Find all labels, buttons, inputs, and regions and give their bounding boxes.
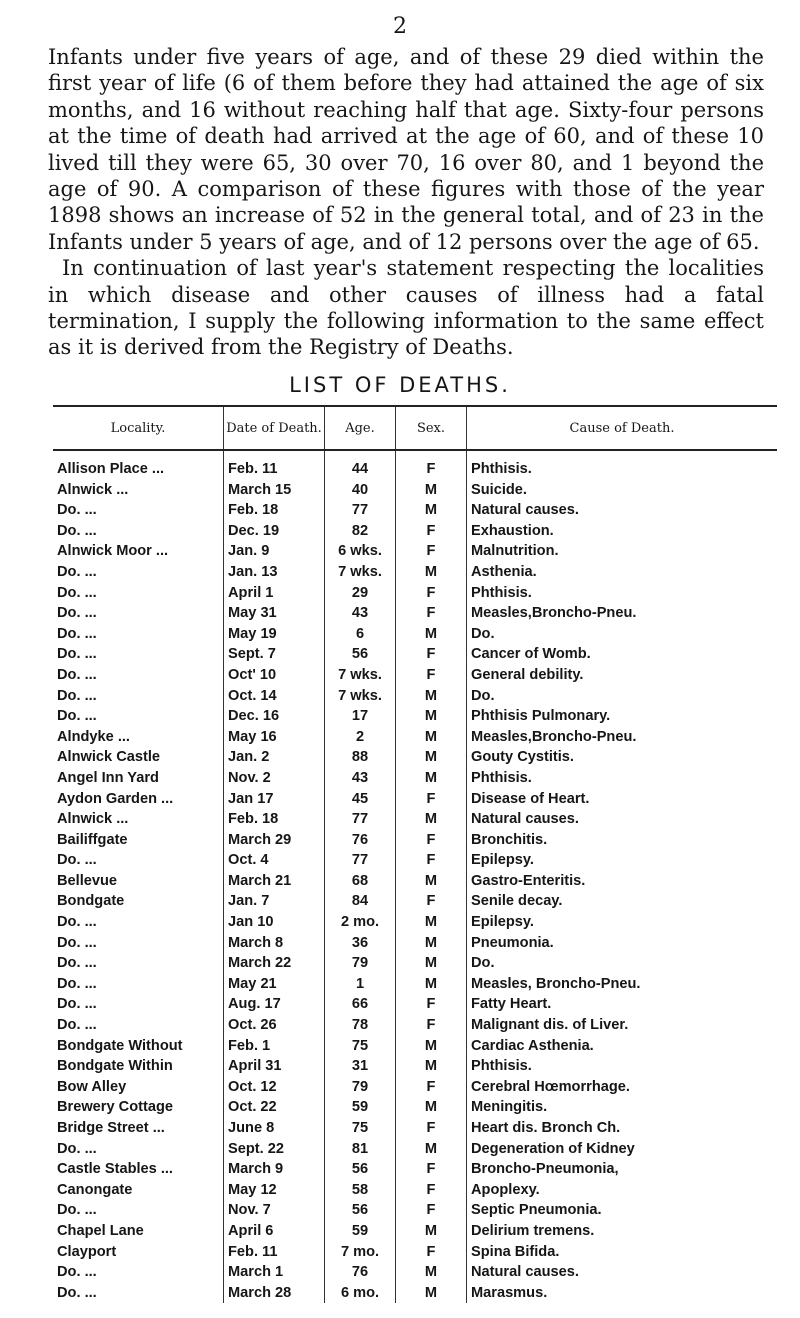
cell-date: March 21	[224, 871, 325, 892]
cell-sex: M	[396, 933, 467, 954]
table-row	[53, 789, 777, 810]
cell-date: Aug. 17	[224, 994, 325, 1015]
cell-cause: Measles,Broncho-Pneu.	[467, 727, 778, 748]
cell-age: 81	[325, 1139, 396, 1160]
header-locality: Locality.	[53, 406, 224, 450]
cell-date: May 31	[224, 603, 325, 624]
table-row	[53, 1200, 777, 1221]
cell-cause: Bronchitis.	[467, 830, 778, 851]
cell-date: March 1	[224, 1262, 325, 1283]
table-row	[53, 1221, 777, 1242]
table-row	[53, 603, 777, 624]
cell-cause: Degeneration of Kidney	[467, 1139, 778, 1160]
cell-locality: Do. ...	[57, 1284, 97, 1301]
cell-locality: Aydon Garden ...	[57, 790, 174, 807]
cell-sex: F	[396, 1200, 467, 1221]
cell-date: Feb. 1	[224, 1036, 325, 1057]
cell-age: 6 mo.	[325, 1283, 396, 1304]
cell-cause: Natural causes.	[467, 809, 778, 830]
cell-age: 68	[325, 871, 396, 892]
table-row	[53, 933, 777, 954]
table-row	[53, 850, 777, 871]
cell-cause: Meningitis.	[467, 1097, 778, 1118]
cell-cause: Gastro-Enteritis.	[467, 871, 778, 892]
cell-age: 2 mo.	[325, 912, 396, 933]
cell-age: 17	[325, 706, 396, 727]
cell-cause: General debility.	[467, 665, 778, 686]
cell-date: March 29	[224, 830, 325, 851]
table-row	[53, 500, 777, 521]
table-row	[53, 891, 777, 912]
cell-date: Dec. 16	[224, 706, 325, 727]
table-row	[53, 521, 777, 542]
cell-locality: Do. ...	[57, 1202, 97, 1219]
table-body	[53, 450, 777, 1303]
header-date: Date of Death.	[224, 406, 325, 450]
cell-sex: F	[396, 1180, 467, 1201]
cell-cause: Cancer of Womb.	[467, 644, 778, 665]
cell-sex: F	[396, 603, 467, 624]
cell-locality: Bailiffgate	[57, 831, 128, 848]
table-row	[53, 953, 777, 974]
cell-sex: M	[396, 871, 467, 892]
cell-locality: Do. ...	[57, 1017, 97, 1034]
table-row	[53, 1262, 777, 1283]
cell-age: 43	[325, 768, 396, 789]
cell-sex: F	[396, 830, 467, 851]
cell-date: Jan 10	[224, 912, 325, 933]
cell-locality: Do. ...	[57, 996, 97, 1013]
header-cause: Cause of Death.	[467, 406, 778, 450]
cell-age: 77	[325, 809, 396, 830]
cell-cause: Phthisis.	[467, 583, 778, 604]
cell-age: 7 wks.	[325, 686, 396, 707]
cell-cause: Malnutrition.	[467, 541, 778, 562]
cell-date: May 12	[224, 1180, 325, 1201]
cell-locality: Do. ...	[57, 955, 97, 972]
cell-sex: F	[396, 850, 467, 871]
cell-date: Jan. 2	[224, 747, 325, 768]
cell-cause: Phthisis Pulmonary.	[467, 706, 778, 727]
cell-cause: Do.	[467, 624, 778, 645]
cell-age: 56	[325, 1200, 396, 1221]
cell-sex: F	[396, 583, 467, 604]
table-row	[53, 665, 777, 686]
cell-cause: Malignant dis. of Liver.	[467, 1015, 778, 1036]
cell-age: 6	[325, 624, 396, 645]
cell-age: 84	[325, 891, 396, 912]
cell-date: March 15	[224, 480, 325, 501]
cell-locality: Do. ...	[57, 975, 97, 992]
cell-locality: Do. ...	[57, 522, 97, 539]
cell-sex: F	[396, 1118, 467, 1139]
cell-age: 6 wks.	[325, 541, 396, 562]
cell-locality: Do. ...	[57, 584, 97, 601]
cell-sex: F	[396, 644, 467, 665]
cell-date: Nov. 2	[224, 768, 325, 789]
cell-sex: F	[396, 541, 467, 562]
cell-age: 31	[325, 1056, 396, 1077]
cell-age: 75	[325, 1118, 396, 1139]
cell-cause: Exhaustion.	[467, 521, 778, 542]
cell-cause: Marasmus.	[467, 1283, 778, 1304]
cell-cause: Fatty Heart.	[467, 994, 778, 1015]
cell-locality: Alnwick Moor ...	[57, 543, 169, 560]
cell-cause: Phthisis.	[467, 768, 778, 789]
cell-date: Feb. 11	[224, 1242, 325, 1263]
cell-cause: Measles, Broncho-Pneu.	[467, 974, 778, 995]
table-row	[53, 1159, 777, 1180]
cell-cause: Heart dis. Bronch Ch.	[467, 1118, 778, 1139]
cell-sex: M	[396, 500, 467, 521]
cell-locality: Do. ...	[57, 914, 97, 931]
cell-date: Oct. 26	[224, 1015, 325, 1036]
cell-age: 79	[325, 953, 396, 974]
header-age: Age.	[325, 406, 396, 450]
cell-date: March 8	[224, 933, 325, 954]
cell-date: Oct' 10	[224, 665, 325, 686]
table-row	[53, 1077, 777, 1098]
table-row	[53, 1242, 777, 1263]
cell-date: Oct. 14	[224, 686, 325, 707]
table-row	[53, 1180, 777, 1201]
cell-date: Oct. 4	[224, 850, 325, 871]
cell-locality: Brewery Cottage	[57, 1099, 173, 1116]
intro-text	[48, 44, 764, 361]
cell-sex: M	[396, 1036, 467, 1057]
cell-date: Oct. 22	[224, 1097, 325, 1118]
cell-age: 76	[325, 830, 396, 851]
cell-locality: Do. ...	[57, 666, 97, 683]
cell-locality: Chapel Lane	[57, 1222, 144, 1239]
cell-sex: F	[396, 450, 467, 480]
cell-sex: M	[396, 1097, 467, 1118]
cell-date: April 31	[224, 1056, 325, 1077]
cell-date: Feb. 18	[224, 809, 325, 830]
table-row	[53, 830, 777, 851]
cell-sex: M	[396, 953, 467, 974]
cell-cause: Epilepsy.	[467, 850, 778, 871]
cell-age: 40	[325, 480, 396, 501]
cell-age: 36	[325, 933, 396, 954]
cell-age: 29	[325, 583, 396, 604]
cell-date: Jan. 13	[224, 562, 325, 583]
cell-date: April 6	[224, 1221, 325, 1242]
cell-sex: M	[396, 1283, 467, 1304]
cell-locality: Do. ...	[57, 852, 97, 869]
cell-sex: M	[396, 1221, 467, 1242]
cell-locality: Do. ...	[57, 1264, 97, 1281]
cell-cause: Measles,Broncho-Pneu.	[467, 603, 778, 624]
cell-age: 82	[325, 521, 396, 542]
cell-sex: F	[396, 521, 467, 542]
cell-age: 7 mo.	[325, 1242, 396, 1263]
cell-cause: Asthenia.	[467, 562, 778, 583]
cell-date: Jan. 7	[224, 891, 325, 912]
cell-age: 88	[325, 747, 396, 768]
header-sex: Sex.	[396, 406, 467, 450]
cell-age: 79	[325, 1077, 396, 1098]
cell-date: Dec. 19	[224, 521, 325, 542]
cell-locality: Canongate	[57, 1181, 133, 1198]
cell-locality: Do. ...	[57, 605, 97, 622]
cell-locality: Do. ...	[57, 1140, 97, 1157]
cell-cause: Broncho-Pneumonia,	[467, 1159, 778, 1180]
cell-date: March 9	[224, 1159, 325, 1180]
cell-locality: Bondgate Without	[57, 1037, 183, 1054]
cell-sex: M	[396, 768, 467, 789]
cell-date: Feb. 18	[224, 500, 325, 521]
table-row	[53, 1139, 777, 1160]
cell-age: 44	[325, 450, 396, 480]
cell-sex: M	[396, 1139, 467, 1160]
cell-locality: Bondgate Within	[57, 1058, 173, 1075]
cell-cause: Phthisis.	[467, 1056, 778, 1077]
cell-age: 45	[325, 789, 396, 810]
cell-date: June 8	[224, 1118, 325, 1139]
table-row	[53, 450, 777, 480]
cell-sex: M	[396, 1056, 467, 1077]
intro-paragraph: Infants under five years of age, and of these 29 died within the first year of life (6 of them before they had attained the age of six months, and 16 without reaching half that age. Sixty-four persons at the time of death had arrived at the age of 60, and of these 10 lived till they were 65, 30 over 70, 16 over 80, and 1 beyond the age of 90. A comparison of these figures with those of the year 1898 shows an increase of 52 in the general total, and of 23 in the Infants under 5 years of age, and of 12 persons over the age of 65.	[48, 45, 764, 254]
cell-locality: Do. ...	[57, 502, 97, 519]
table-row	[53, 583, 777, 604]
cell-locality: Bondgate	[57, 893, 125, 910]
cell-cause: Senile decay.	[467, 891, 778, 912]
cell-sex: M	[396, 562, 467, 583]
cell-locality: Do. ...	[57, 563, 97, 580]
deaths-table-container	[53, 405, 777, 1303]
cell-sex: M	[396, 686, 467, 707]
cell-cause: Delirium tremens.	[467, 1221, 778, 1242]
cell-locality: Alnwick Castle	[57, 749, 161, 766]
cell-date: May 21	[224, 974, 325, 995]
cell-date: Sept. 22	[224, 1139, 325, 1160]
cell-sex: M	[396, 1262, 467, 1283]
cell-sex: F	[396, 1015, 467, 1036]
table-row	[53, 624, 777, 645]
cell-sex: F	[396, 789, 467, 810]
list-title: LIST OF DEATHS.	[289, 373, 511, 397]
cell-locality: Castle Stables ...	[57, 1161, 173, 1178]
cell-age: 66	[325, 994, 396, 1015]
cell-sex: M	[396, 974, 467, 995]
intro-paragraph: In continuation of last year's statement respecting the localities in which disease and other causes of illness had a fatal termination, I supply the following information to the same effect as it is derived from the Registry of Deaths.	[48, 256, 764, 360]
table-header	[53, 406, 777, 450]
cell-locality: Do. ...	[57, 646, 97, 663]
cell-cause: Epilepsy.	[467, 912, 778, 933]
table-row	[53, 480, 777, 501]
cell-age: 58	[325, 1180, 396, 1201]
cell-date: April 1	[224, 583, 325, 604]
cell-age: 59	[325, 1221, 396, 1242]
cell-sex: M	[396, 912, 467, 933]
cell-locality: Alnwick ...	[57, 811, 129, 828]
table-row	[53, 871, 777, 892]
table-row	[53, 1015, 777, 1036]
cell-sex: M	[396, 747, 467, 768]
page-number: 2	[393, 14, 407, 39]
deaths-table	[53, 405, 777, 1303]
cell-locality: Clayport	[57, 1243, 117, 1260]
cell-age: 76	[325, 1262, 396, 1283]
cell-age: 77	[325, 850, 396, 871]
cell-cause: Cardiac Asthenia.	[467, 1036, 778, 1057]
cell-cause: Natural causes.	[467, 500, 778, 521]
cell-locality: Angel Inn Yard	[57, 769, 159, 786]
cell-age: 43	[325, 603, 396, 624]
table-row	[53, 1118, 777, 1139]
cell-cause: Natural causes.	[467, 1262, 778, 1283]
cell-locality: Alndyke ...	[57, 728, 130, 745]
cell-sex: F	[396, 994, 467, 1015]
cell-cause: Spina Bifida.	[467, 1242, 778, 1263]
cell-sex: F	[396, 1159, 467, 1180]
cell-locality: Do. ...	[57, 625, 97, 642]
cell-sex: F	[396, 1242, 467, 1263]
cell-locality: Bellevue	[57, 872, 118, 889]
cell-sex: M	[396, 727, 467, 748]
cell-locality: Alnwick ...	[57, 481, 129, 498]
cell-locality: Allison Place ...	[57, 461, 165, 477]
cell-age: 77	[325, 500, 396, 521]
cell-age: 1	[325, 974, 396, 995]
cell-date: March 22	[224, 953, 325, 974]
table-row	[53, 562, 777, 583]
cell-sex: M	[396, 624, 467, 645]
table-row	[53, 541, 777, 562]
table-row	[53, 768, 777, 789]
cell-sex: M	[396, 809, 467, 830]
cell-locality: Do. ...	[57, 708, 97, 725]
cell-date: Jan. 9	[224, 541, 325, 562]
cell-age: 56	[325, 644, 396, 665]
cell-locality: Bridge Street ...	[57, 1120, 165, 1136]
table-row	[53, 1283, 777, 1304]
cell-locality: Bow Alley	[57, 1078, 127, 1095]
cell-sex: F	[396, 1077, 467, 1098]
cell-date: May 16	[224, 727, 325, 748]
cell-age: 75	[325, 1036, 396, 1057]
cell-date: May 19	[224, 624, 325, 645]
cell-cause: Suicide.	[467, 480, 778, 501]
table-row	[53, 1097, 777, 1118]
cell-sex: M	[396, 480, 467, 501]
cell-date: Nov. 7	[224, 1200, 325, 1221]
cell-date: Feb. 11	[224, 450, 325, 480]
cell-cause: Cerebral Hœmorrhage.	[467, 1077, 778, 1098]
cell-date: Sept. 7	[224, 644, 325, 665]
cell-cause: Gouty Cystitis.	[467, 747, 778, 768]
cell-locality: Do. ...	[57, 687, 97, 704]
cell-sex: M	[396, 706, 467, 727]
cell-age: 78	[325, 1015, 396, 1036]
table-row	[53, 644, 777, 665]
cell-cause: Disease of Heart.	[467, 789, 778, 810]
cell-cause: Pneumonia.	[467, 933, 778, 954]
table-row	[53, 912, 777, 933]
cell-cause: Do.	[467, 953, 778, 974]
table-row	[53, 686, 777, 707]
cell-age: 2	[325, 727, 396, 748]
cell-cause: Septic Pneumonia.	[467, 1200, 778, 1221]
table-row	[53, 747, 777, 768]
table-row	[53, 1036, 777, 1057]
cell-cause: Apoplexy.	[467, 1180, 778, 1201]
cell-sex: F	[396, 665, 467, 686]
cell-date: Jan 17	[224, 789, 325, 810]
cell-sex: F	[396, 891, 467, 912]
cell-age: 56	[325, 1159, 396, 1180]
table-row	[53, 706, 777, 727]
table-row	[53, 809, 777, 830]
table-row	[53, 727, 777, 748]
cell-age: 7 wks.	[325, 562, 396, 583]
cell-age: 59	[325, 1097, 396, 1118]
cell-cause: Do.	[467, 686, 778, 707]
table-row	[53, 974, 777, 995]
cell-date: Oct. 12	[224, 1077, 325, 1098]
table-row	[53, 994, 777, 1015]
cell-date: March 28	[224, 1283, 325, 1304]
cell-locality: Do. ...	[57, 934, 97, 951]
table-row	[53, 1056, 777, 1077]
cell-age: 7 wks.	[325, 665, 396, 686]
cell-cause: Phthisis.	[467, 450, 778, 480]
